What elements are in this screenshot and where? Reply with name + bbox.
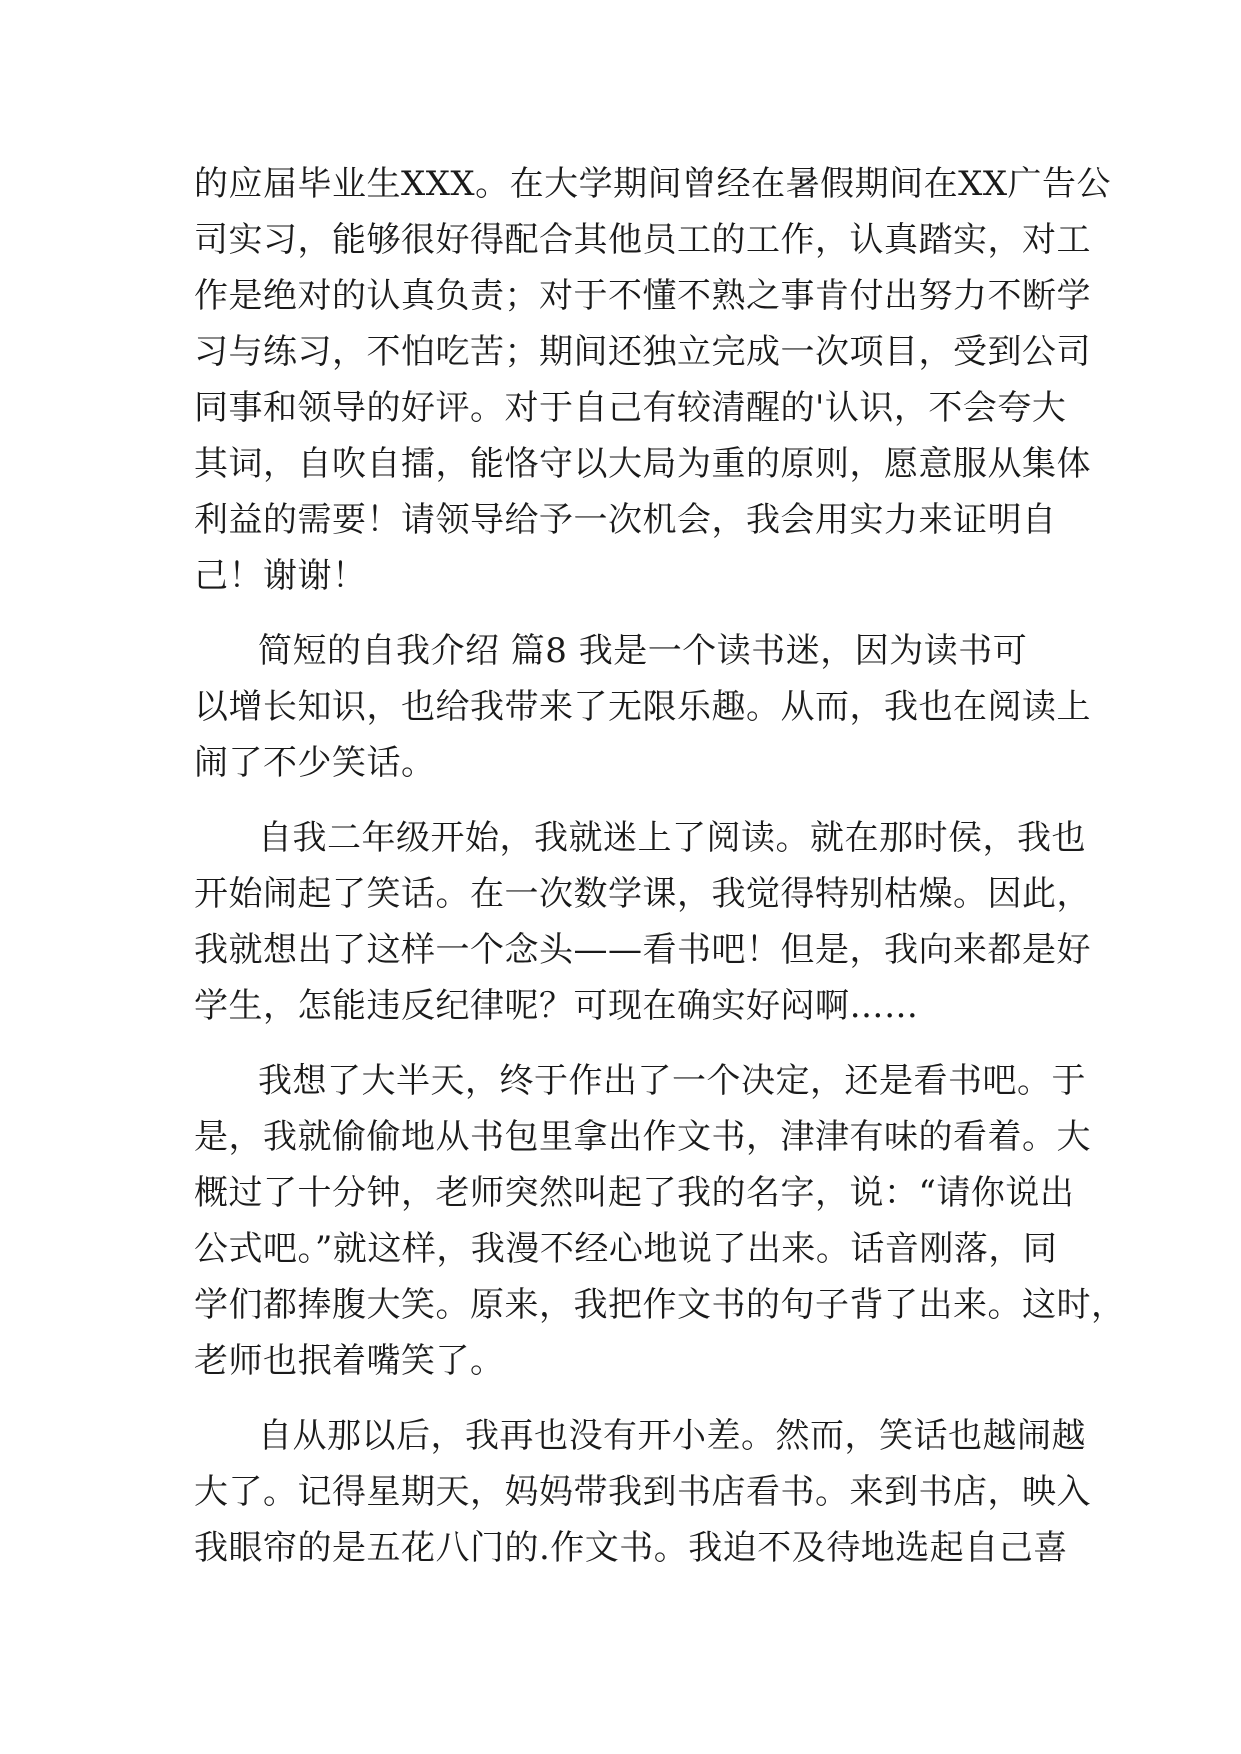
- text-line: 利益的需要！请领导给予一次机会，我会用实力来证明自: [194, 500, 1057, 540]
- text-line: 公式吧。”就这样，我漫不经心地说了出来。话音刚落，同: [194, 1229, 1058, 1269]
- text-line: 司实习，能够很好得配合其他员工的工作，认真踏实，对工: [194, 220, 1091, 260]
- text-line: 习与练习，不怕吃苦；期间还独立完成一次项目，受到公司: [194, 332, 1091, 372]
- section-heading-line: 简短的自我介绍 篇8 我是一个读书迷，因为读书可: [258, 631, 1028, 671]
- paragraph-start-line: 自从那以后，我再也没有开小差。然而，笑话也越闹越: [258, 1416, 1086, 1456]
- text-line: 闹了不少笑话。: [194, 743, 436, 783]
- text-line: 己！谢谢！: [194, 556, 367, 596]
- text-line: 是，我就偷偷地从书包里拿出作文书，津津有味的看着。大: [194, 1117, 1091, 1157]
- text-line: 以增长知识，也给我带来了无限乐趣。从而，我也在阅读上: [194, 687, 1091, 727]
- text-line: 学们都捧腹大笑。原来，我把作文书的句子背了出来。这时，: [194, 1285, 1126, 1325]
- text-line: 学生，怎能违反纪律呢？可现在确实好闷啊……: [194, 986, 919, 1026]
- text-line: 我眼帘的是五花八门的.作文书。我迫不及待地选起自己喜: [194, 1528, 1068, 1568]
- paragraph-start-line: 我想了大半天，终于作出了一个决定，还是看书吧。于: [258, 1061, 1086, 1101]
- text-line: 我就想出了这样一个念头——看书吧！但是，我向来都是好: [194, 930, 1091, 970]
- text-line: 大了。记得星期天，妈妈带我到书店看书。来到书店，映入: [194, 1472, 1091, 1512]
- text-line: 同事和领导的好评。对于自己有较清醒的'认识，不会夸大: [194, 388, 1067, 428]
- text-line: 开始闹起了笑话。在一次数学课，我觉得特别枯燥。因此，: [194, 874, 1091, 914]
- text-line: 老师也抿着嘴笑了。: [194, 1341, 505, 1381]
- text-line: 概过了十分钟，老师突然叫起了我的名字，说：“请你说出: [194, 1173, 1075, 1213]
- text-line: 其词，自吹自擂，能恪守以大局为重的原则，愿意服从集体: [194, 444, 1091, 484]
- paragraph-start-line: 自我二年级开始，我就迷上了阅读。就在那时侯，我也: [258, 818, 1086, 858]
- text-line: 作是绝对的认真负责；对于不懂不熟之事肯付出努力不断学: [194, 276, 1091, 316]
- text-line: 的应届毕业生XXX。在大学期间曾经在暑假期间在XX广告公: [194, 164, 1112, 204]
